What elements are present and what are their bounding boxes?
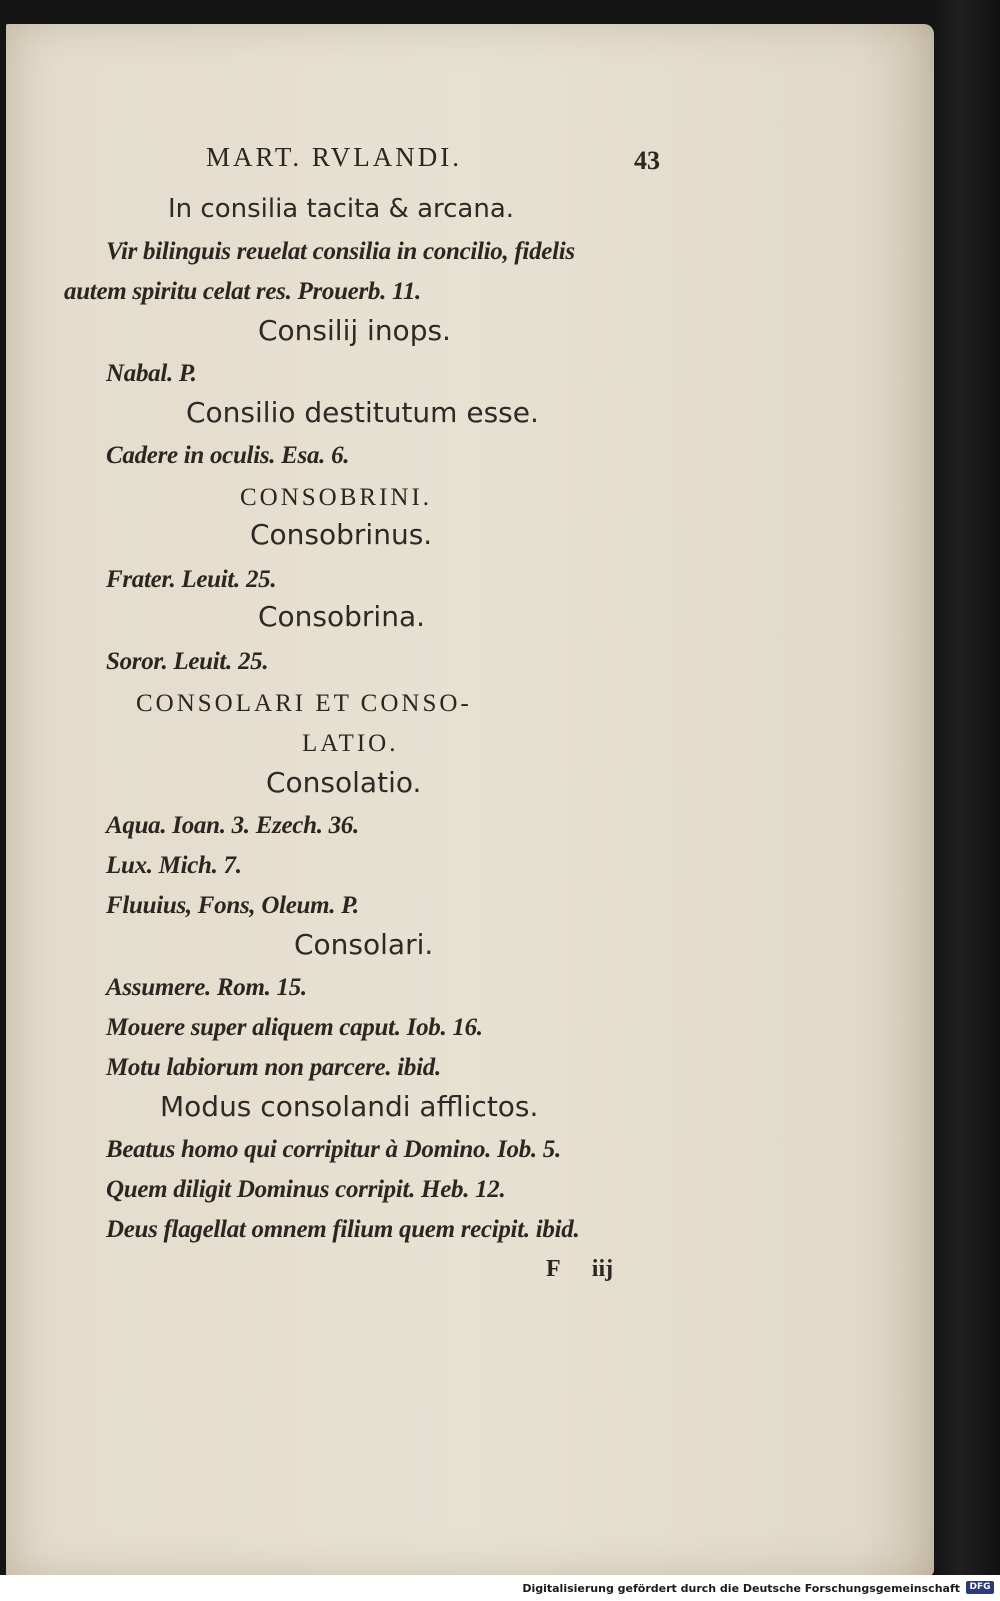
heading-line: Consilij inops. [258,314,451,347]
footer-bar [0,1575,1000,1601]
text-line: Beatus homo qui corripitur à Domino. Iob. 5. [106,1136,561,1163]
footer-credit: Digitalisierung gefördert durch die Deutsche Forschungsgemeinschaft [522,1582,960,1595]
heading-line: In consilia tacita & arcana. [168,194,515,224]
text-line: Aqua. Ioan. 3. Ezech. 36. [106,812,359,839]
text-line: Vir bilinguis reuelat consilia in concilio, fidelis [106,238,575,265]
text-line: Frater. Leuit. 25. [106,566,277,593]
heading-line: Consobrinus. [250,518,433,551]
section-heading: CONSOBRINI. [240,484,433,511]
running-title: MART. RVLANDI. [206,142,462,172]
text-line: Soror. Leuit. 25. [106,648,269,675]
text-line: Assumere. Rom. 15. [106,974,307,1001]
text-line: autem spiritu celat res. Prouerb. 11. [64,278,421,305]
text-line: Deus flagellat omnem filium quem recipit. ibid. [106,1216,580,1243]
section-heading: CONSOLARI ET CONSO- [136,690,472,717]
book-spine [934,0,1000,1601]
heading-line: Consilio destitutum esse. [186,396,539,429]
text-line: Nabal. P. [106,360,197,387]
text-line: Mouere super aliquem caput. Iob. 16. [106,1014,483,1041]
heading-line: Consolari. [294,928,434,961]
dfg-logo: DFG [966,1581,994,1594]
page-number: 43 [634,146,660,175]
text-line: Fluuius, Fons, Oleum. P. [106,892,359,919]
text-line: Quem diligit Dominus corripit. Heb. 12. [106,1176,506,1203]
text-line: Motu labiorum non parcere. ibid. [106,1054,441,1081]
section-heading: LATIO. [302,730,399,757]
heading-line: Consobrina. [258,600,426,633]
heading-line: Consolatio. [266,766,422,799]
text-line: Cadere in oculis. Esa. 6. [106,442,350,469]
heading-line: Modus consolandi afflictos. [160,1090,539,1123]
signature-mark: F iij [546,1256,614,1282]
text-line: Lux. Mich. 7. [106,852,242,879]
